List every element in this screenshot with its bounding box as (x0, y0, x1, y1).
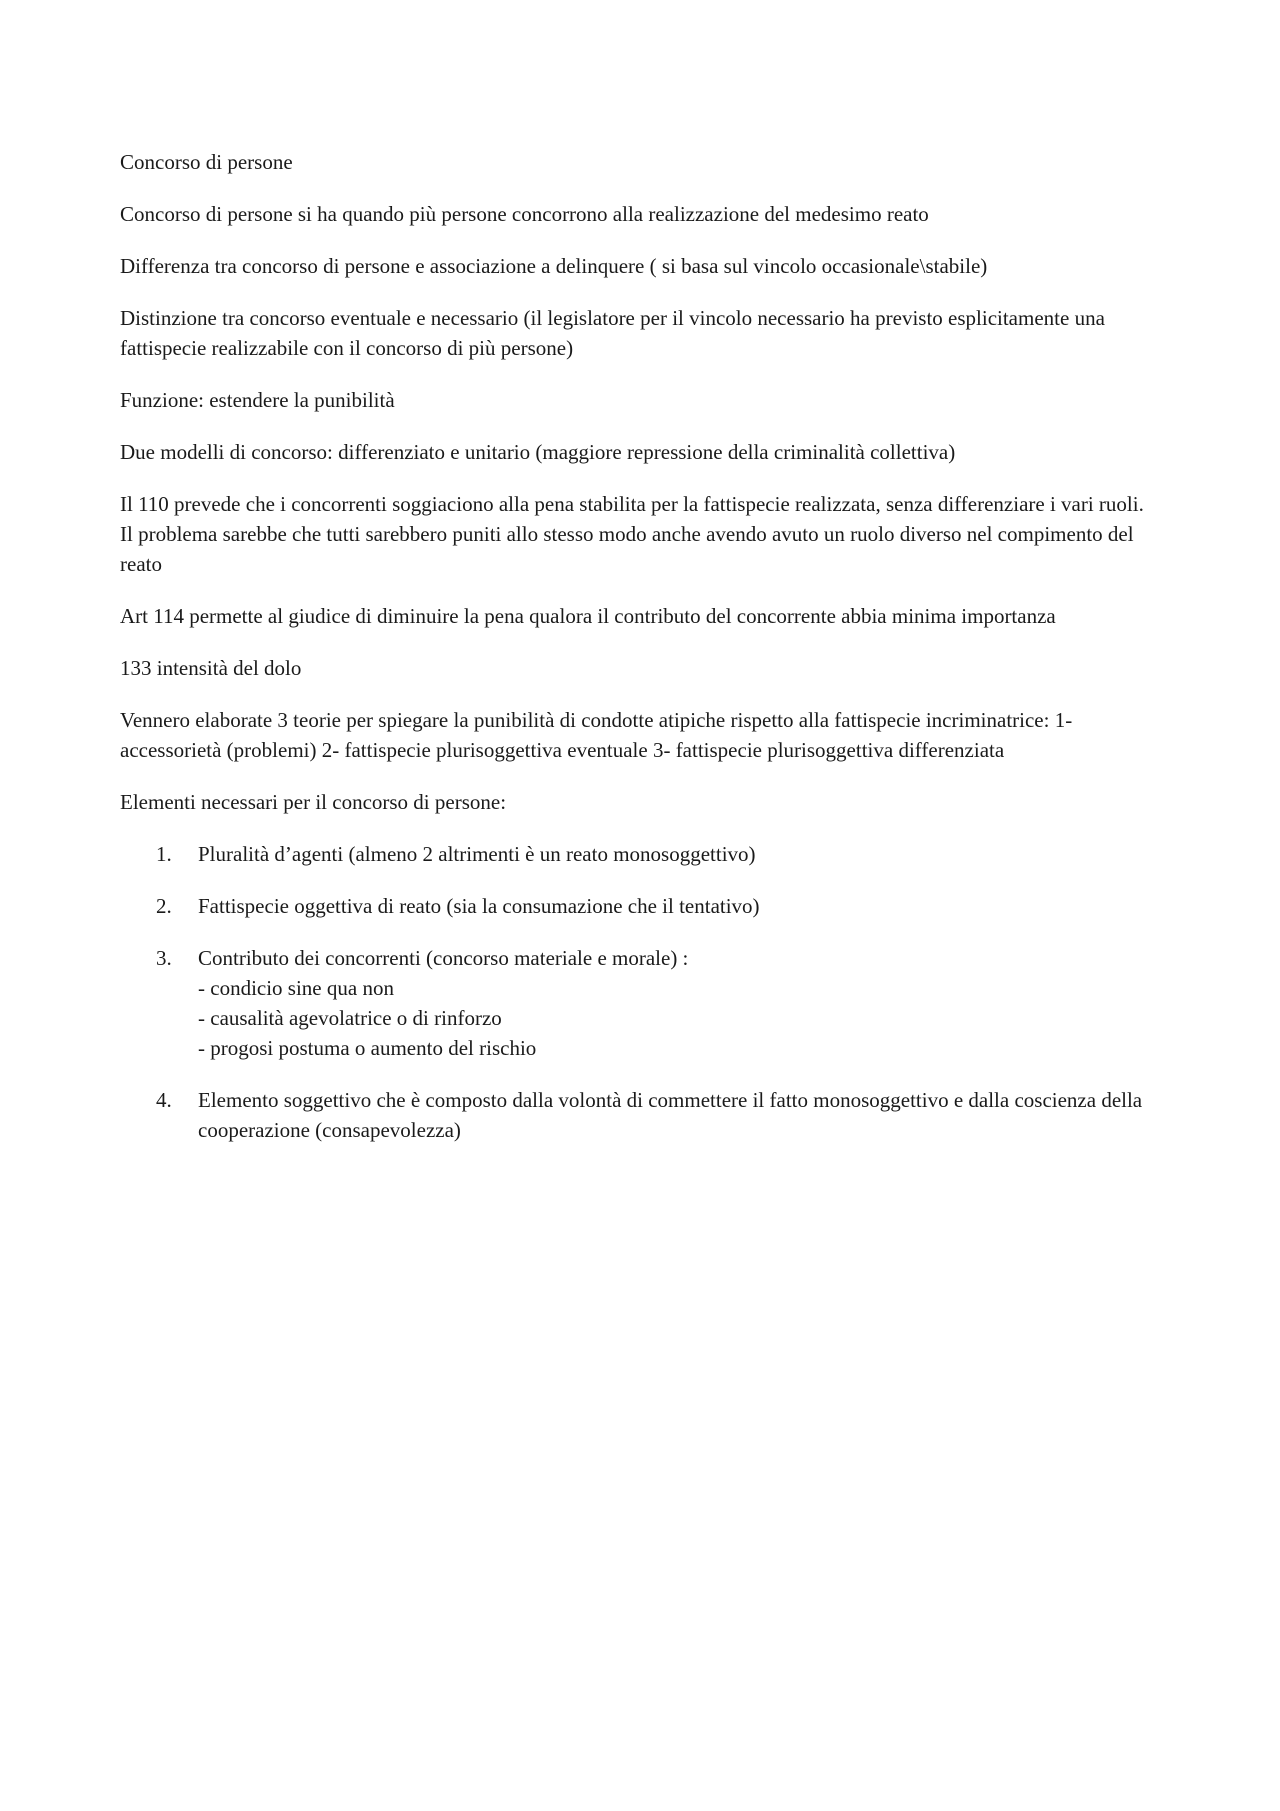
paragraph: Art 114 permette al giudice di diminuire la pena qualora il contributo del concorrente abbia minima importanza (120, 604, 1056, 628)
list-item-text: Elemento soggettivo che è composto dalla volontà di commettere il fatto monosoggettivo e dalla coscienza della cooperazione (consapevolezza) (198, 1088, 1143, 1142)
list-number: 4. (156, 1088, 172, 1112)
paragraph: Differenza tra concorso di persone e associazione a delinquere ( si basa sul vincolo occasionale\stabile) (120, 254, 988, 278)
list-number: 1. (156, 842, 172, 866)
list-number: 2. (156, 894, 172, 918)
paragraph: Funzione: estendere la punibilità (120, 388, 395, 412)
sub-item: - progosi postuma o aumento del rischio (198, 1036, 537, 1060)
list-item (120, 1085, 1160, 1145)
list-item (120, 943, 1160, 1063)
sub-item: - causalità agevolatrice o di rinforzo (198, 1006, 502, 1030)
elements-list (120, 839, 1160, 1145)
list-number: 3. (156, 946, 172, 970)
paragraph: Distinzione tra concorso eventuale e necessario (il legislatore per il vincolo necessario ha previsto esplicitamente una fattispecie realizzabile con il concorso di più persone) (120, 306, 1105, 360)
paragraph: 133 intensità del dolo (120, 656, 302, 680)
document-page (120, 147, 1160, 1167)
paragraph: Vennero elaborate 3 teorie per spiegare la punibilità di condotte atipiche rispetto alla fattispecie incriminatrice: 1- accessorietà (problemi) 2- fattispecie plurisoggettiva eventuale 3- fattispecie plurisoggettiva differenziata (120, 708, 1073, 762)
paragraph: Due modelli di concorso: differenziato e unitario (maggiore repressione della criminalità collettiva) (120, 440, 956, 464)
sub-item: - condicio sine qua non (198, 976, 394, 1000)
paragraph: Il 110 prevede che i concorrenti soggiaciono alla pena stabilita per la fattispecie realizzata, senza differenziare i vari ruoli. Il problema sarebbe che tutti sarebbero puniti allo stesso modo anche avendo avuto un ruolo diverso nel compimento del reato (120, 492, 1144, 576)
list-item (120, 839, 1160, 869)
paragraph: Concorso di persone si ha quando più persone concorrono alla realizzazione del medesimo reato (120, 202, 929, 226)
list-item-text: Pluralità d’agenti (almeno 2 altrimenti è un reato monosoggettivo) (198, 842, 756, 866)
document-title: Concorso di persone (120, 150, 293, 174)
list-item-text: Fattispecie oggettiva di reato (sia la consumazione che il tentativo) (198, 894, 760, 918)
list-intro: Elementi necessari per il concorso di persone: (120, 790, 507, 814)
list-item-text: Contributo dei concorrenti (concorso materiale e morale) : (198, 946, 689, 970)
list-item (120, 891, 1160, 921)
